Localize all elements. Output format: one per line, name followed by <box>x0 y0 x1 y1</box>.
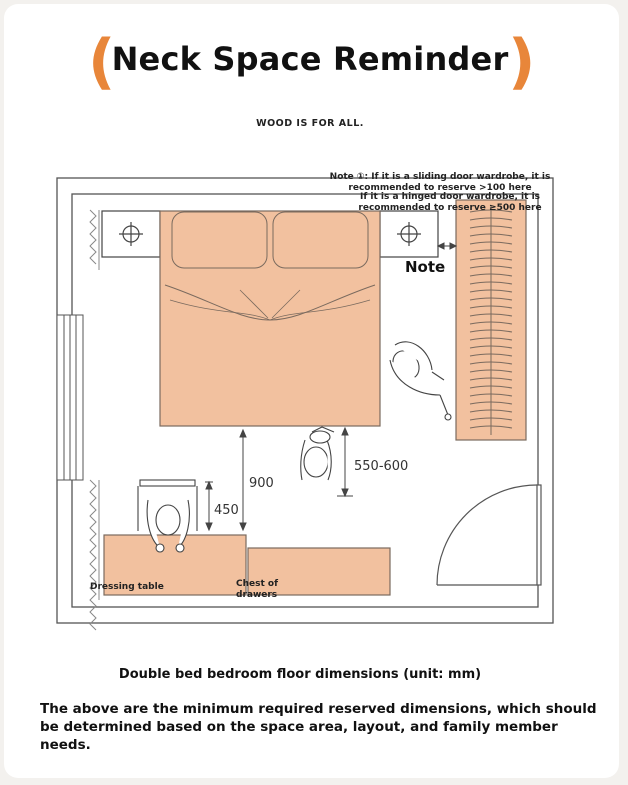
curtain <box>90 210 99 630</box>
wardrobe <box>456 200 526 440</box>
right-bracket-icon: ) <box>508 27 536 97</box>
dimension-450: 450 <box>214 503 239 518</box>
nightstand-left <box>102 211 160 257</box>
nightstand-right <box>380 211 438 257</box>
label-chest-of-drawers-line1: Chest of <box>236 579 279 589</box>
person-icon <box>301 427 334 480</box>
note-hinged-door: If it is a hinged door wardrobe, it is recommended to reserve ≥500 here <box>358 192 542 213</box>
label-chest-of-drawers-line2: drawers <box>236 590 278 600</box>
label-dressing-table: Dressing table <box>90 582 164 592</box>
note-label: Note <box>405 258 446 276</box>
brand-logo: WOOD IS FOR ALL. <box>256 118 364 129</box>
person-icon <box>388 342 451 420</box>
note-sliding-door: Note ①: If it is a sliding door wardrobe, it is recommended to reserve >100 here <box>329 172 551 193</box>
footer-text: The above are the minimum required reserved dimensions, which should be determined based on the space area, layout, and family member needs. <box>40 701 597 753</box>
double-bed <box>160 211 380 426</box>
label-chest-of-drawers <box>236 579 281 600</box>
left-bracket-icon: ( <box>88 27 116 97</box>
door <box>437 485 541 585</box>
dimension-550-600: 550-600 <box>354 459 409 474</box>
page-title: Neck Space Reminder <box>111 40 509 78</box>
window <box>57 315 83 480</box>
dimension-900: 900 <box>249 476 274 491</box>
diagram-caption: Double bed bedroom floor dimensions (unit: mm) <box>118 667 482 682</box>
